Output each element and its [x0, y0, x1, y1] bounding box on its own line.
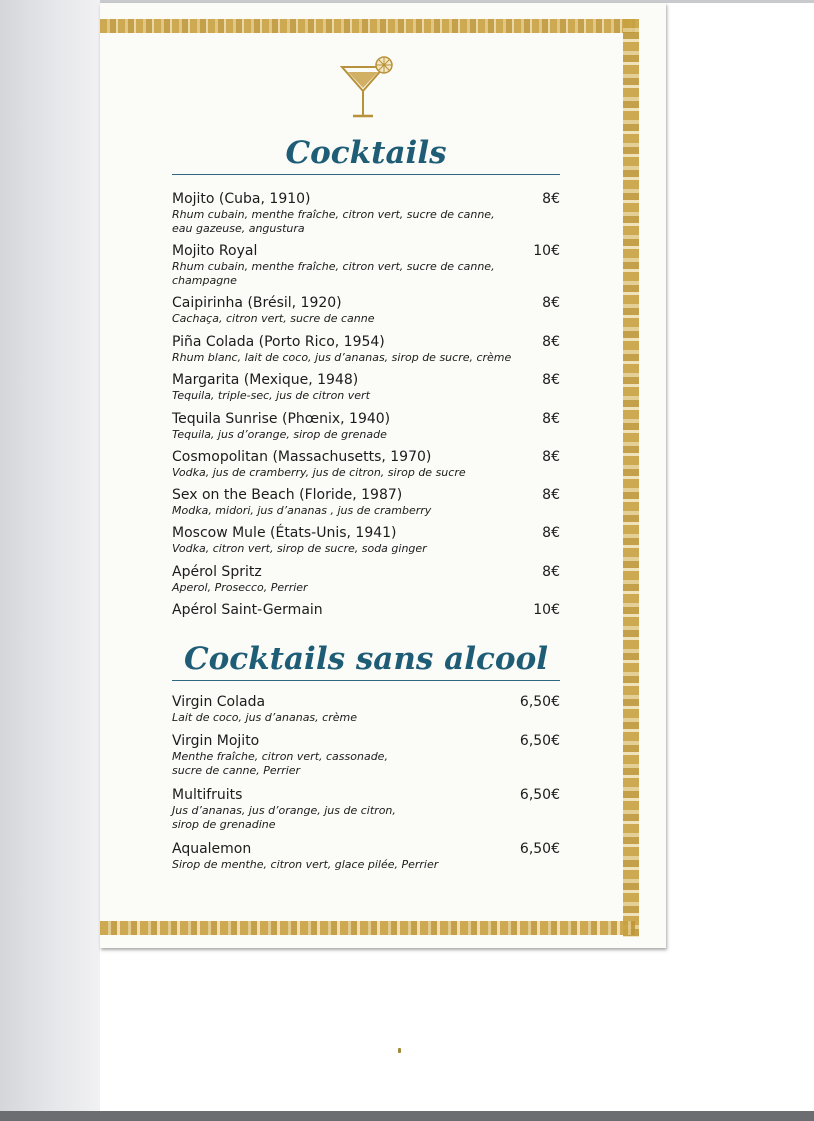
item-description: Rhum cubain, menthe fraîche, citron vert, sucre de canne, eau gazeuse, angustura — [172, 208, 495, 235]
gold-frame-bottom — [100, 921, 635, 935]
cocktails-sans-alcool-title: Cocktails sans alcool — [183, 641, 549, 677]
item-name: Caipirinha (Brésil, 1920) — [172, 295, 342, 311]
menu-item — [172, 786, 560, 832]
menu-item — [172, 371, 560, 403]
item-price: 8€ — [542, 295, 560, 311]
item-price: 10€ — [533, 243, 560, 259]
item-name: Apérol Saint-Germain — [172, 602, 323, 618]
menu-item — [172, 294, 560, 326]
menu-item — [172, 693, 560, 725]
item-price: 8€ — [542, 411, 560, 427]
item-name: Virgin Mojito — [172, 733, 260, 749]
item-price: 8€ — [542, 487, 560, 503]
menu-item — [172, 448, 560, 480]
item-description: Cachaça, citron vert, sucre de canne — [172, 312, 375, 325]
item-description: Jus d’ananas, jus d’orange, jus de citron, sirop de grenadine — [172, 804, 396, 831]
menu-item — [172, 333, 560, 365]
item-name: Aqualemon — [172, 841, 252, 857]
item-name: Tequila Sunrise (Phœnix, 1940) — [172, 411, 391, 427]
item-price: 8€ — [542, 449, 560, 465]
menu-item — [172, 242, 560, 288]
cocktail-glass-icon — [338, 55, 398, 121]
item-price: 8€ — [542, 525, 560, 541]
gold-frame-top — [100, 19, 635, 33]
item-name: Piña Colada (Porto Rico, 1954) — [172, 334, 385, 350]
gold-frame-right — [623, 19, 639, 937]
item-price: 6,50€ — [519, 733, 560, 749]
item-name: Sex on the Beach (Floride, 1987) — [172, 487, 403, 503]
scan-speck — [398, 1048, 401, 1053]
item-description: Vodka, citron vert, sirop de sucre, soda ginger — [172, 542, 427, 555]
cocktails-title: Cocktails — [285, 135, 447, 171]
item-price: 6,50€ — [519, 841, 560, 857]
item-name: Apérol Spritz — [172, 564, 262, 580]
item-price: 10€ — [533, 602, 560, 618]
scan-background — [0, 0, 100, 1121]
item-name: Mojito Royal — [172, 243, 258, 259]
menu-item — [172, 190, 560, 236]
menu-item — [172, 524, 560, 556]
item-description: Modka, midori, jus d’ananas , jus de cramberry — [172, 504, 432, 517]
cocktails-divider — [172, 174, 560, 175]
item-description: Rhum cubain, menthe fraîche, citron vert, sucre de canne, champagne — [172, 260, 495, 287]
item-description: Lait de coco, jus d’ananas, crème — [172, 711, 357, 724]
item-name: Moscow Mule (États-Unis, 1941) — [172, 525, 397, 541]
scan-edge-bottom — [0, 1111, 814, 1121]
item-description: Rhum blanc, lait de coco, jus d’ananas, sirop de sucre, crème — [172, 351, 512, 364]
item-price: 8€ — [542, 191, 560, 207]
sans-alcool-divider — [172, 680, 560, 681]
item-name: Cosmopolitan (Massachusetts, 1970) — [172, 449, 432, 465]
item-price: 8€ — [542, 372, 560, 388]
item-name: Virgin Colada — [172, 694, 266, 710]
menu-item — [172, 410, 560, 442]
item-price: 8€ — [542, 564, 560, 580]
menu-item — [172, 732, 560, 778]
item-price: 6,50€ — [519, 694, 560, 710]
item-name: Margarita (Mexique, 1948) — [172, 372, 359, 388]
menu-page — [100, 3, 666, 948]
item-price: 6,50€ — [519, 787, 560, 803]
item-description: Vodka, jus de cramberry, jus de citron, sirop de sucre — [172, 466, 466, 479]
menu-item — [172, 840, 560, 872]
item-price: 8€ — [542, 334, 560, 350]
menu-item — [172, 486, 560, 518]
item-name: Mojito (Cuba, 1910) — [172, 191, 311, 207]
menu-item — [172, 563, 560, 595]
item-description: Tequila, jus d’orange, sirop de grenade — [172, 428, 387, 441]
item-description: Menthe fraîche, citron vert, cassonade, sucre de canne, Perrier — [172, 750, 388, 777]
menu-item — [172, 601, 560, 619]
item-name: Multifruits — [172, 787, 243, 803]
item-description: Sirop de menthe, citron vert, glace pilée, Perrier — [172, 858, 439, 871]
item-description: Tequila, triple-sec, jus de citron vert — [172, 389, 370, 402]
item-description: Aperol, Prosecco, Perrier — [172, 581, 308, 594]
